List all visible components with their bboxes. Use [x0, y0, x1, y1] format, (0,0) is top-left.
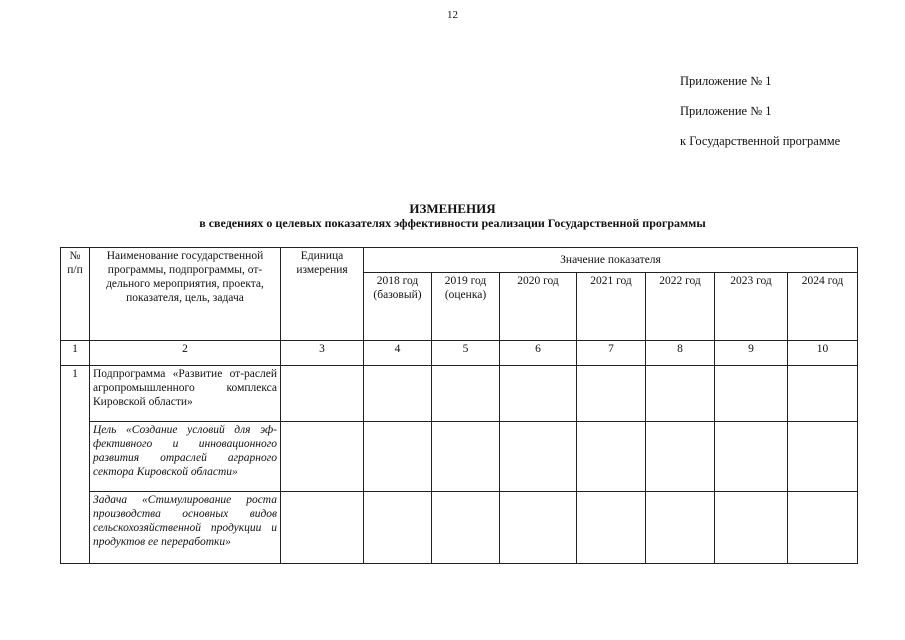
column-number: 9: [715, 341, 788, 366]
empty-cell: [715, 366, 788, 422]
column-number: 1: [61, 341, 90, 366]
column-number: 6: [500, 341, 577, 366]
empty-cell: [500, 366, 577, 422]
header-year-2022: 2022 год: [646, 273, 715, 341]
header-year-2018: 2018 год (базовый): [364, 273, 432, 341]
header-unit: Единица измерения: [281, 248, 364, 341]
row-goal-name: Цель «Создание условий для эф-фективного и инновационного развития отраслей аграрного сектора Кировской области»: [90, 422, 281, 492]
empty-cell: [715, 422, 788, 492]
empty-cell: [577, 492, 646, 564]
appendix-line-1: Приложение № 1: [680, 74, 772, 88]
table-row: [61, 422, 858, 492]
empty-cell: [577, 366, 646, 422]
column-number: 4: [364, 341, 432, 366]
column-number: 5: [432, 341, 500, 366]
document-title: ИЗМЕНЕНИЯ: [409, 201, 496, 216]
header-value-group: Значение показателя: [364, 248, 858, 273]
empty-cell: [715, 492, 788, 564]
column-number: 10: [788, 341, 858, 366]
empty-cell: [788, 422, 858, 492]
empty-cell: [432, 492, 500, 564]
header-num: № п/п: [61, 248, 90, 341]
empty-cell: [500, 422, 577, 492]
row-subprogram-name: Подпрограмма «Развитие от-раслей агропромышленного комплекса Кировской области»: [90, 366, 281, 422]
empty-cell: [646, 422, 715, 492]
empty-cell: [646, 492, 715, 564]
table-row: [61, 366, 858, 422]
column-number: 2: [90, 341, 281, 366]
empty-cell: [281, 366, 364, 422]
empty-cell: [364, 492, 432, 564]
header-row: [61, 248, 858, 273]
empty-cell: [577, 422, 646, 492]
header-year-2019: 2019 год (оценка): [432, 273, 500, 341]
header-name: Наименование государственной программы, подпрограммы, от-дельного мероприятия, проекта, показателя, цель, задача: [90, 248, 281, 341]
column-number: 3: [281, 341, 364, 366]
empty-cell: [281, 492, 364, 564]
indicators-table: [60, 247, 858, 564]
header-year-2020: 2020 год: [500, 273, 577, 341]
table-row: [61, 492, 858, 564]
page-number: 12: [447, 9, 458, 21]
empty-cell: [364, 366, 432, 422]
column-numbers-row: [61, 341, 858, 366]
document-subtitle: в сведениях о целевых показателях эффективности реализации Государственной программы: [199, 216, 706, 230]
empty-cell: [646, 366, 715, 422]
empty-cell: [432, 422, 500, 492]
row-task-name: Задача «Стимулирование роста производства основных видов сельскохозяйственной продукции и продуктов ее переработки»: [90, 492, 281, 564]
appendix-line-2: Приложение № 1: [680, 104, 772, 118]
empty-cell: [788, 366, 858, 422]
empty-cell: [500, 492, 577, 564]
header-year-2023: 2023 год: [715, 273, 788, 341]
header-year-2024: 2024 год: [788, 273, 858, 341]
empty-cell: [432, 366, 500, 422]
column-number: 8: [646, 341, 715, 366]
empty-cell: [364, 422, 432, 492]
empty-cell: [281, 422, 364, 492]
empty-cell: [788, 492, 858, 564]
appendix-reference: к Государственной программе: [680, 134, 841, 148]
column-number: 7: [577, 341, 646, 366]
row-number: 1: [61, 366, 90, 564]
header-year-2021: 2021 год: [577, 273, 646, 341]
